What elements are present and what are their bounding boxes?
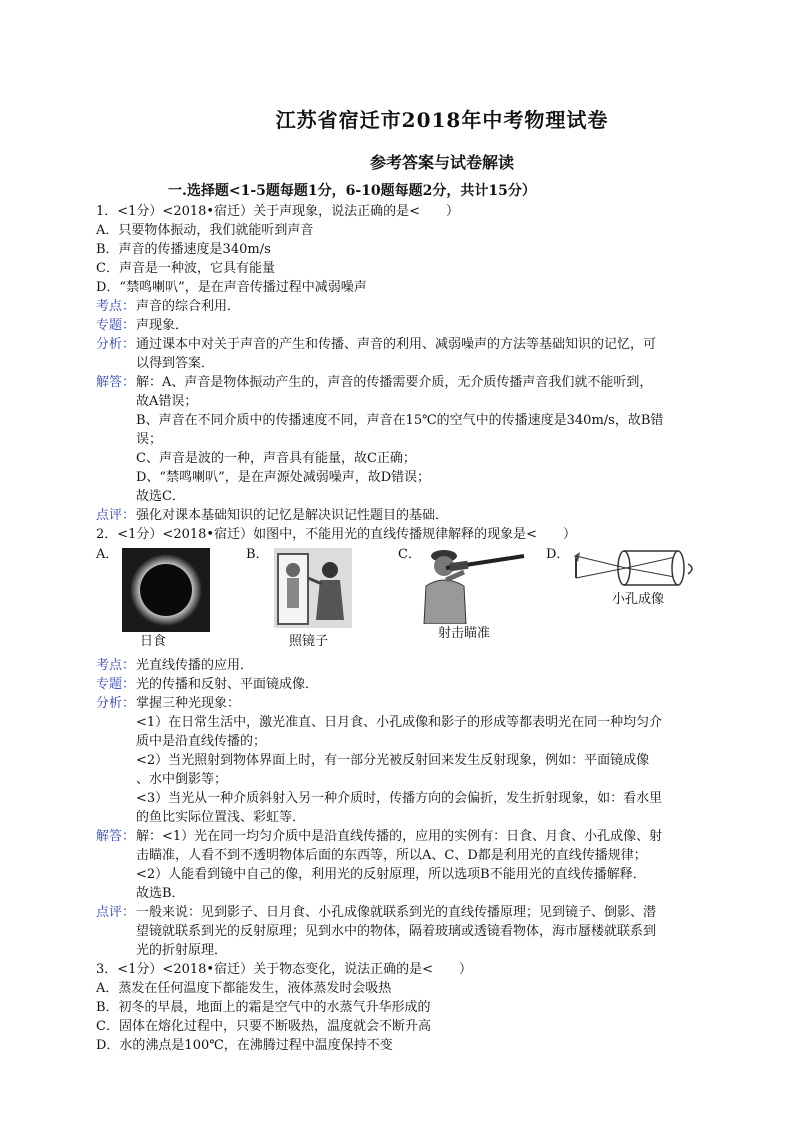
q1-dianping (96, 506, 704, 525)
page-title: 江苏省宿迁市2018年中考物理试卷 (275, 108, 609, 132)
q2-fenxi-line: 的鱼比实际位置浅、彩虹等． (136, 810, 306, 825)
q2-dianping-line: 光的折射原理． (136, 943, 228, 958)
fenxi-tag: 分析： (96, 337, 136, 352)
q1-kaodian-text: 声音的综合利用． (136, 299, 241, 314)
q2-fenxi-line: 质中是沿直线传播的； (136, 734, 267, 749)
q2-jieda-line: <2）人能看到镜中自己的像，利用光的反射原理，所以选项B不能用光的直线传播解释． (136, 867, 646, 882)
q1-fenxi-line: 通过课本中对关于声音的产生和传播、声音的利用、减弱噪声的方法等基础知识的记忆，可 (136, 337, 657, 352)
q2-stem: 2．<1分）<2018•宿迁）如图中，不能用光的直线传播规律解释的现象是< ） (96, 527, 576, 542)
q2-zhuanti (96, 675, 704, 694)
jieda-tag: 解答： (96, 829, 136, 844)
figure-c-letter: C． (398, 547, 421, 562)
q3-option-b: B．初冬的早晨，地面上的霜是空气中的水蒸气升华形成的 (96, 1000, 431, 1015)
q1-jieda (96, 373, 704, 392)
q2-kaodian (96, 656, 704, 675)
q1-stem: 1．<1分）<2018•宿迁）关于声现象，说法正确的是< ） (96, 204, 459, 219)
q1-zhuanti (96, 316, 704, 335)
figure-a-letter: A． (96, 547, 119, 562)
q2-dianping-line: 望镜就联系到光的反射原理；见到水中的物体，隔着玻璃或透镜看物体，海市蜃楼就联系到 (136, 924, 657, 939)
figure-b-caption: 照镜子 (289, 634, 329, 649)
q1-jieda-line: 故选C． (136, 489, 185, 504)
q2-fenxi-line: 掌握三种光现象： (136, 696, 241, 711)
q2-fenxi-line: <2）当光照射到物体界面上时，有一部分光被反射回来发生反射现象，例如：平面镜成像 (136, 753, 650, 768)
shooter-icon (420, 546, 526, 624)
q3-option-d: D．水的沸点是100℃，在沸腾过程中温度保持不变 (96, 1038, 393, 1053)
q2-zhuanti-text: 光的传播和反射、平面镜成像． (136, 677, 319, 692)
figure-d-caption: 小孔成像 (612, 592, 665, 607)
q2-fenxi-line: <3）当光从一种介质斜射入另一种介质时，传播方向的会偏折，发生折射现象，如：看水里 (136, 791, 663, 806)
solar-eclipse-icon (122, 548, 210, 632)
figure-a-caption: 日食 (140, 634, 167, 649)
jieda-tag: 解答： (96, 375, 136, 390)
q2-jieda (96, 827, 704, 846)
q1-fenxi (96, 335, 704, 354)
q3-option-a: A．蒸发在任何温度下都能发生，液体蒸发时会吸热 (96, 981, 392, 996)
q2-dianping-line: 一般来说：见到影子、日月食、小孔成像就联系到光的直线传播原理；见到镜子、倒影、潜 (136, 905, 657, 920)
q1-jieda-line: C、声音是波的一种，声音具有能量，故C正确； (136, 451, 416, 466)
q1-jieda-line: 解：A、声音是物体振动产生的，声音的传播需要介质，无介质传播声音我们就不能听到， (136, 375, 653, 390)
q2-kaodian-text: 光直线传播的应用． (136, 658, 254, 673)
dianping-tag: 点评： (96, 508, 136, 523)
q2-figures (96, 546, 704, 652)
q1-option-c: C．声音是一种波，它具有能量 (96, 261, 275, 276)
q2-jieda-line: 解：<1）光在同一均匀介质中是沿直线传播的，应用的实例有：日食、月食、小孔成像、射 (136, 829, 663, 844)
figure-c-caption: 射击瞄准 (438, 626, 491, 641)
section-heading: 一.选择题<1-5题每题1分，6-10题每题2分，共计15分） (168, 183, 536, 199)
q3-option-c: C．固体在熔化过程中，只要不断吸热，温度就会不断升高 (96, 1019, 431, 1034)
q1-jieda-line: 故A错误； (136, 394, 198, 409)
figure-b-letter: B． (246, 547, 269, 562)
q1-jieda-line: 误； (136, 432, 163, 447)
q1-dianping-text: 强化对课本基础知识的记忆是解决识记性题目的基础． (136, 508, 449, 523)
q3-stem: 3．<1分）<2018•宿迁）关于物态变化，说法正确的是< ） (96, 962, 472, 977)
pinhole-camera-icon (570, 548, 700, 588)
q1-jieda-line: D、“禁鸣喇叭”，是在声源处减弱噪声，故D错误； (136, 470, 431, 485)
q1-jieda-line: B、声音在不同介质中的传播速度不同，声音在15℃的空气中的传播速度是340m/s，故B错 (136, 413, 664, 428)
q2-jieda-line: 故选B． (136, 886, 185, 901)
figure-d-letter: D． (546, 547, 570, 562)
dianping-tag: 点评： (96, 905, 136, 920)
fenxi-tag: 分析： (96, 696, 136, 711)
q2-fenxi (96, 694, 704, 713)
q1-option-d: D．“禁鸣喇叭”，是在声音传播过程中减弱噪声 (96, 280, 367, 295)
page-subtitle: 参考答案与试卷解读 (369, 153, 514, 172)
kaodian-tag: 考点： (96, 299, 136, 314)
q1-kaodian (96, 297, 704, 316)
q1-option-a: A．只要物体振动，我们就能听到声音 (96, 223, 314, 238)
q1-option-b: B．声音的传播速度是340m/s (96, 242, 271, 257)
zhuanti-tag: 专题： (96, 677, 136, 692)
zhuanti-tag: 专题： (96, 318, 136, 333)
q2-fenxi-line: 、水中倒影等； (136, 772, 228, 787)
q2-fenxi-line: <1）在日常生活中，激光准直、日月食、小孔成像和影子的形成等都表明光在同一种均匀介 (136, 715, 663, 730)
q2-dianping (96, 903, 704, 922)
q1-zhuanti-text: 声现象． (136, 318, 189, 333)
q2-jieda-line: 击瞄准，人看不到不透明物体后面的东西等，所以A、C、D都是利用光的直线传播规律； (136, 848, 647, 863)
question-body (96, 202, 704, 1055)
kaodian-tag: 考点： (96, 658, 136, 673)
q1-fenxi-line: 以得到答案． (136, 356, 215, 371)
mirror-icon (274, 548, 352, 628)
